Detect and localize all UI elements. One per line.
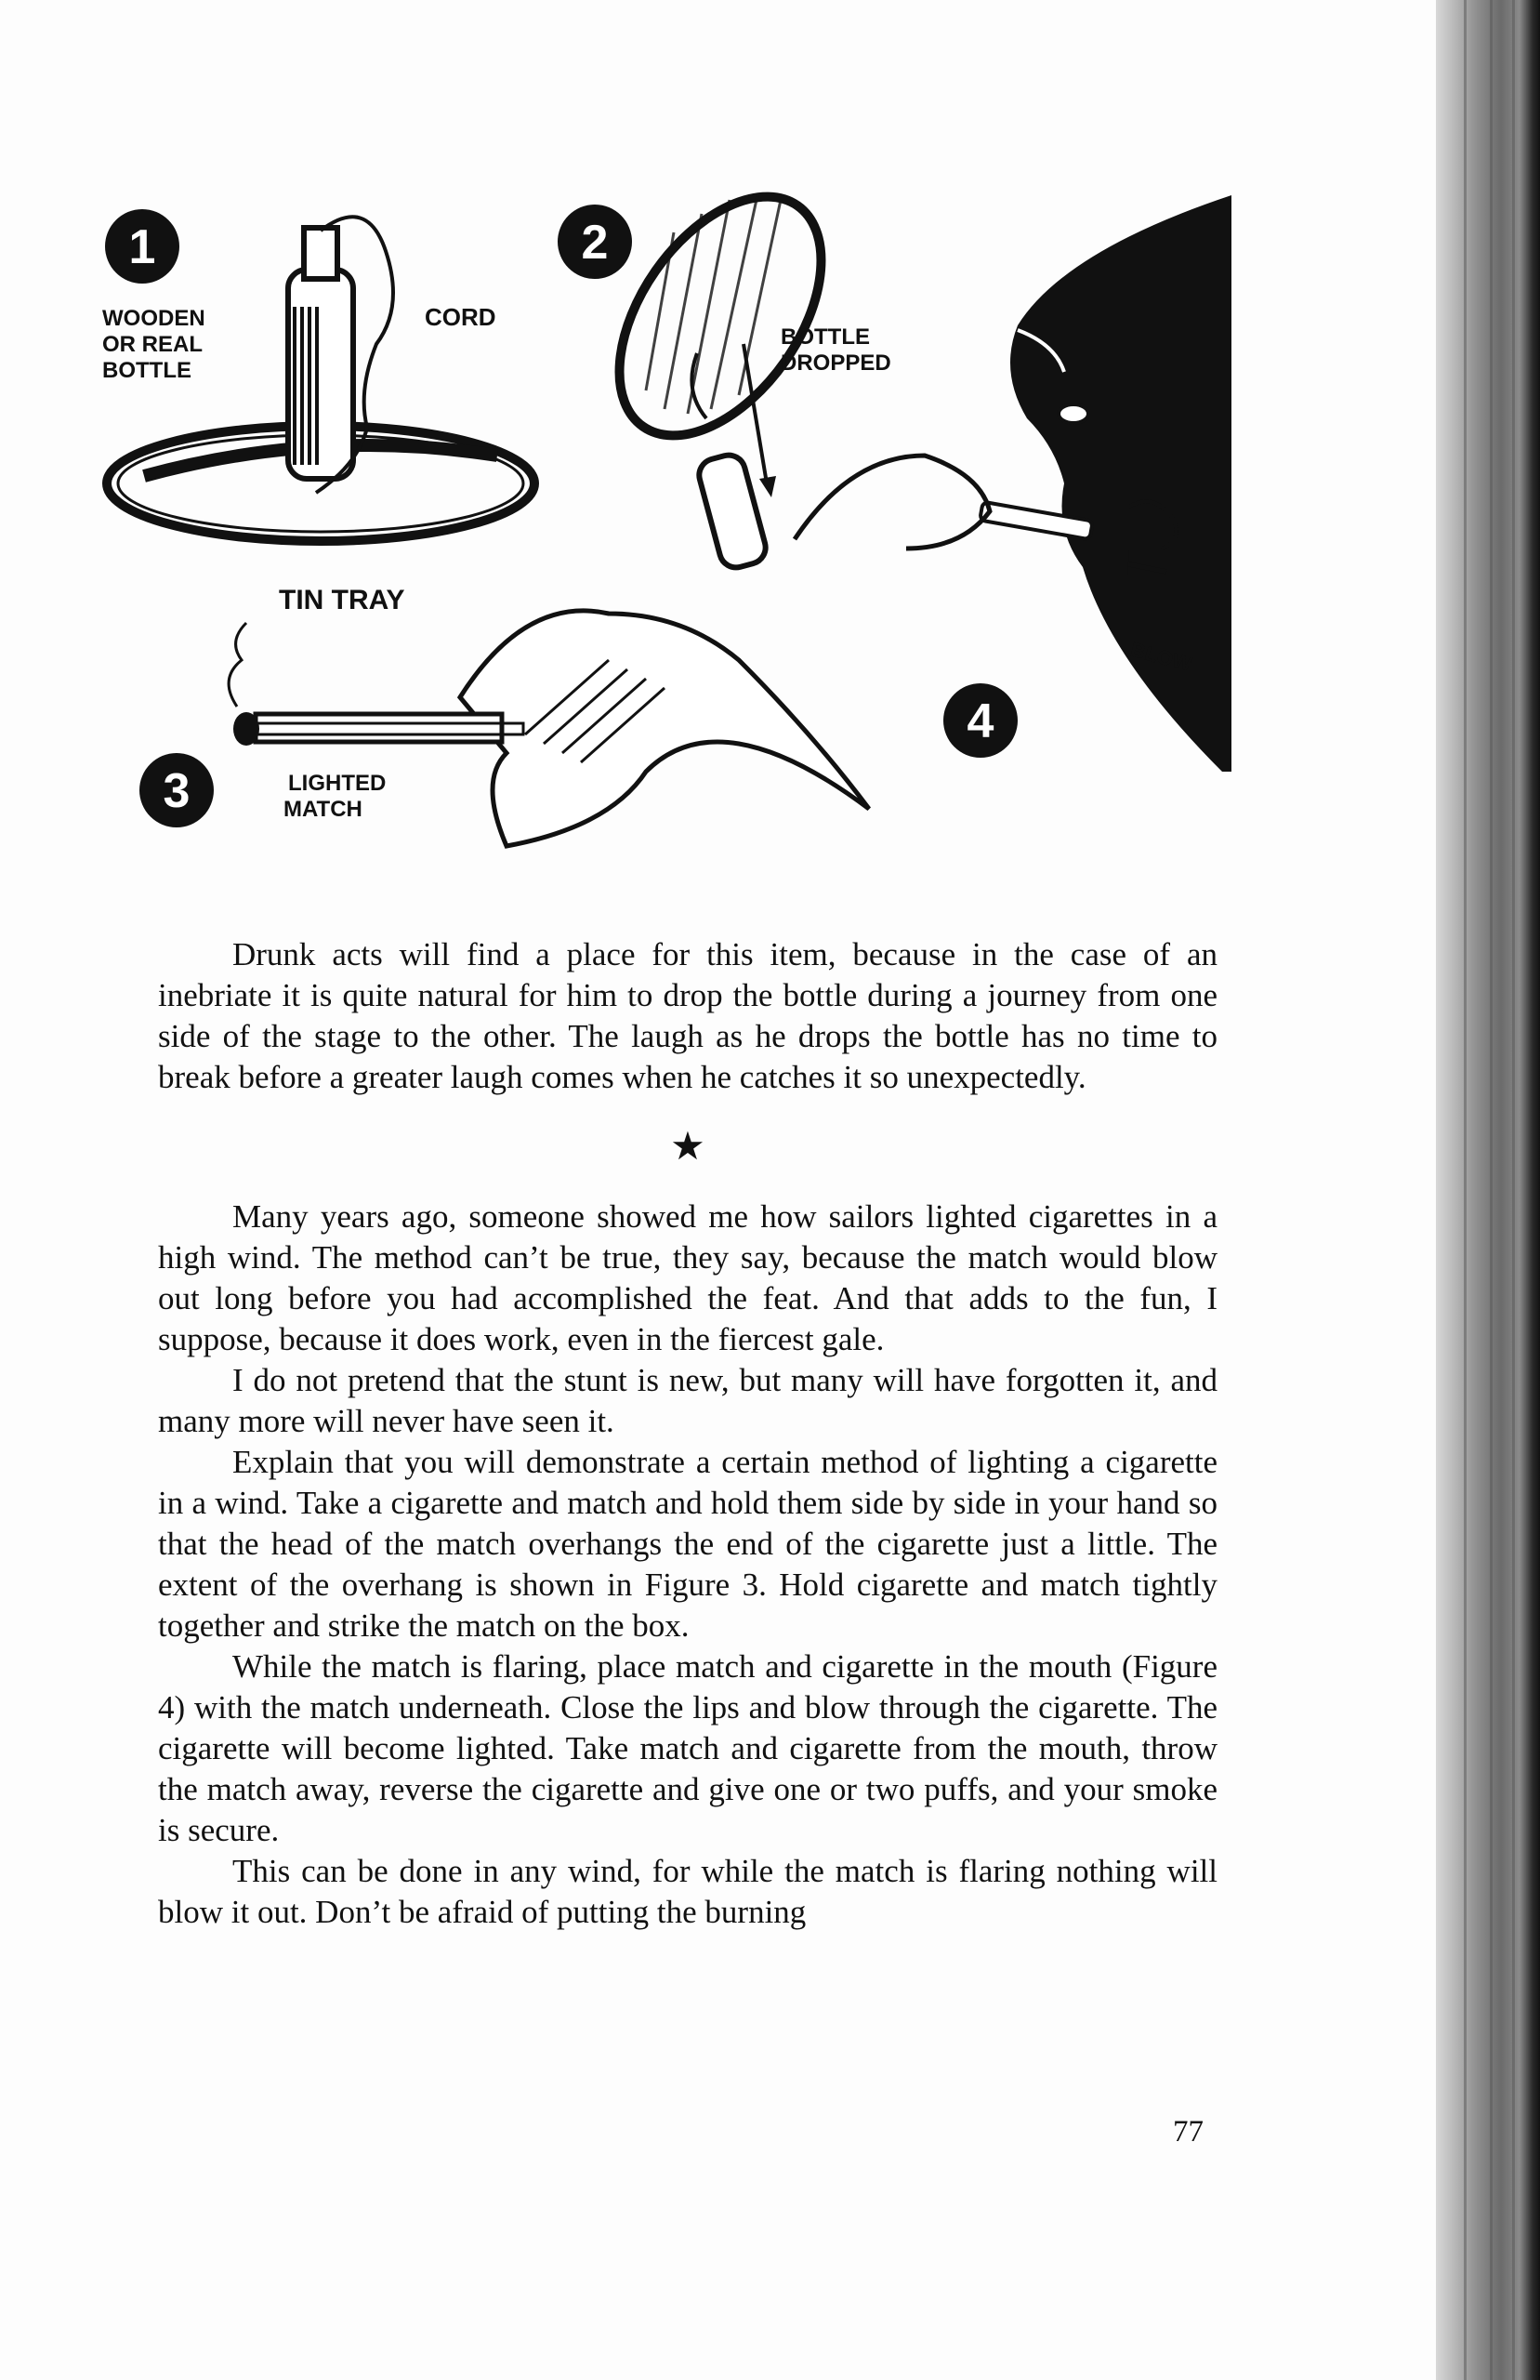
label-bottle-dropped-line2: DROPPED: [781, 350, 891, 376]
label-wooden-line3: BOTTLE: [102, 358, 191, 383]
label-lighted-match-line2: MATCH: [283, 797, 362, 822]
step-number-4: 4: [967, 694, 994, 748]
label-cord: CORD: [425, 303, 496, 331]
step-4-badge: [943, 683, 1018, 758]
label-wooden-line2: OR REAL: [102, 332, 203, 357]
label-wooden-line1: WOODEN: [102, 306, 205, 331]
label-bottle-dropped-line1: BOTTLE: [781, 324, 870, 350]
step-2-badge: [558, 205, 632, 279]
book-spine-edge: [1436, 0, 1540, 2380]
step-1-badge: [105, 209, 179, 284]
step-number-3: 3: [163, 764, 191, 818]
body-text: [158, 934, 1218, 1933]
figure-4-face-blowing: [795, 195, 1231, 772]
paragraph-sailors: Many years ago, someone showed me how sailors lighted cigarettes in a high wind. The method can’t be true, they say, because the match would blow out long before you had accomplished the feat. And that adds to the fun, I suppose, because it does work, even in the fiercest gale.: [158, 1198, 1218, 1357]
step-3-badge: [139, 753, 214, 827]
page-number: 77: [1173, 2115, 1204, 2149]
label-tin-tray: TIN TRAY: [279, 585, 405, 615]
paragraph-drunk-acts: Drunk acts will find a place for this item, because in the case of an inebriate it is quite natural for him to drop the bottle during a journey from one side of the stage to the other. The laugh as he drops the bottle has no time to break before a greater laugh comes when he catches it so unexpectedly.: [158, 936, 1218, 1095]
label-lighted-match-line1: LIGHTED: [288, 771, 387, 796]
paragraph-flaring: While the match is flaring, place match and cigarette in the mouth (Figure 4) with the match underneath. Close the lips and blow through the cigarette. The cigarette will become lighted. Take match and cigarette from the mouth, throw the match away, reverse the cigarette and give one or two puffs, and your smoke is secure.: [158, 1648, 1218, 1848]
step-number-2: 2: [581, 216, 609, 270]
star-separator: ★: [670, 1126, 705, 1169]
trick-illustration: [88, 177, 1269, 902]
label-blow: BLOW: [1127, 637, 1195, 677]
step-number-1: 1: [128, 220, 156, 274]
paragraph-explain: Explain that you will demonstrate a certain method of lighting a cigarette in a wind. Take a cigarette and match and hold them side by side in your hand so that the head of the match overhangs the end of the cigarette just a little. The extent of the overhang is shown in Figure 3. Hold cigarette and match tightly together and strike the match on the box.: [158, 1444, 1218, 1644]
paragraph-any-wind: This can be done in any wind, for while the match is flaring nothing will blow it out. Don’t be afraid of putting the burning: [158, 1853, 1218, 1930]
paragraph-not-new: I do not pretend that the stunt is new, but many will have forgotten it, and many more will never have seen it.: [158, 1362, 1218, 1439]
